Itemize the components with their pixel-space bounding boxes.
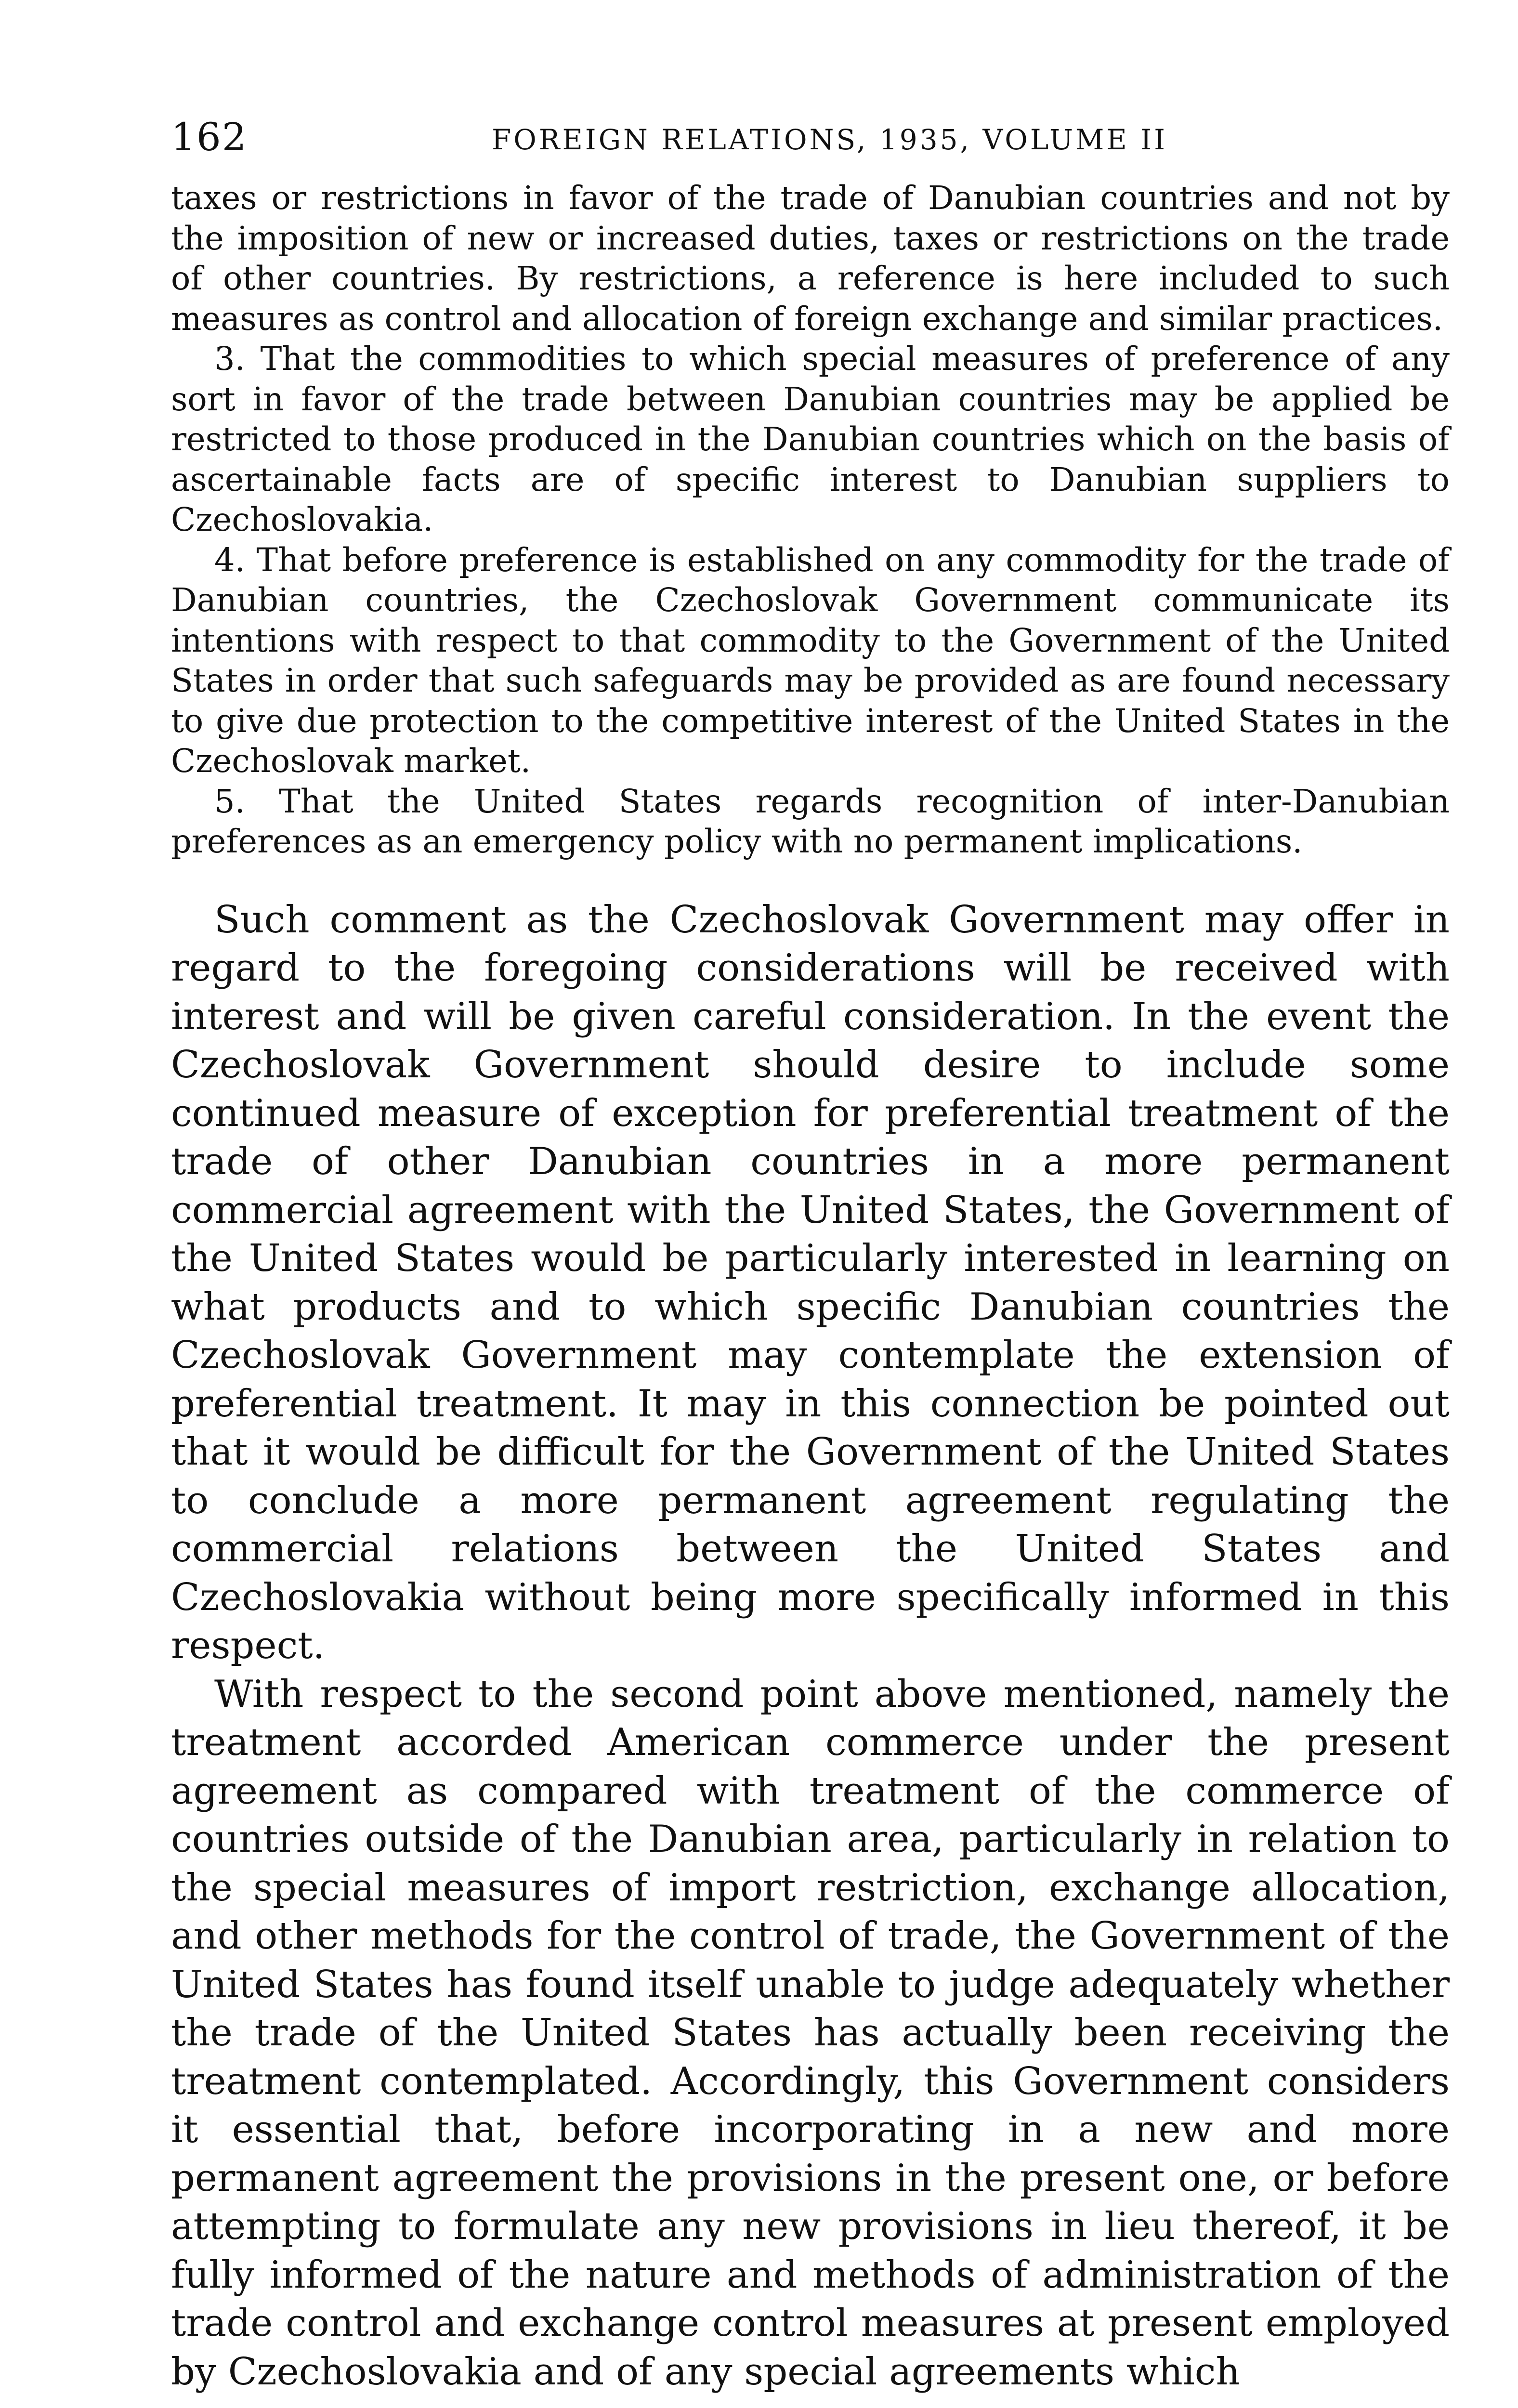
quoted-conditions [171, 178, 1450, 862]
body-paragraph-second-point: With respect to the second point above mentioned, namely the treatment accorded American commerce under the present agreement as compared with treatment of the commerce of countries outside of the Danubian area, particularly in relation to the special measures of import restriction, exchange allocation, and other methods for the control of trade, the Government of the United States has found itself unable to judge adequately whether the trade of the United States has actually been receiving the treatment contemplated. Accordingly, this Government considers it essential that, before incorporating in a new and more permanent agreement the provisions in the present one, or before attempting to formulate any new provisions in lieu thereof, it be fully informed of the nature and methods of administration of the trade control and exchange control measures at present employed by Czechoslovakia and of any special agreements which [171, 1672, 1450, 2394]
condition-item-5: 5. That the United States regards recognition of inter-Danubian preferences as an emergency policy with no permanent implications. [171, 782, 1450, 860]
continuation-paragraph: taxes or restrictions in favor of the trade of Danubian countries and not by the imposition of new or increased duties, taxes or restrictions on the trade of other countries. By restrictions, a reference is here included to such measures as control and allocation of foreign exchange and similar practices. [171, 179, 1450, 338]
document-page [171, 113, 1450, 2396]
condition-item-3: 3. That the commodities to which special measures of preference of any sort in favor of the trade between Danubian countries may be applied be restricted to those produced in the Danubian countries which on the basis of ascertainable facts are of specific interest to Danubian suppliers to Czechoslovakia. [171, 340, 1450, 538]
body-paragraph-comment: Such comment as the Czechoslovak Government may offer in regard to the foregoing considerations will be received with interest and will be given careful consideration. In the event the Czechoslovak Government should desire to include some continued measure of exception for preferential treatment of the trade of other Danubian countries in a more permanent commercial agreement with the United States, the Government of the United States would be particularly interested in learning on what products and to which specific Danubian countries the Czechoslovak Government may contemplate the extension of preferential treatment. It may in this connection be pointed out that it would be difficult for the Government of the United States to conclude a more permanent agreement regulating the commercial relations between the United States and Czechoslovakia without being more specifically informed in this respect. [171, 898, 1450, 1667]
page-header [171, 113, 1450, 171]
running-head: FOREIGN RELATIONS, 1935, VOLUME II [491, 123, 1167, 156]
condition-item-4: 4. That before preference is established on any commodity for the trade of Danubian countries, the Czechoslovak Government communicate its intentions with respect to that commodity to the Government of the United States in order that such safeguards may be provided as are found necessary to give due protection to the competitive interest of the United States in the Czechoslovak market. [171, 541, 1450, 780]
page-number: 162 [171, 115, 248, 159]
